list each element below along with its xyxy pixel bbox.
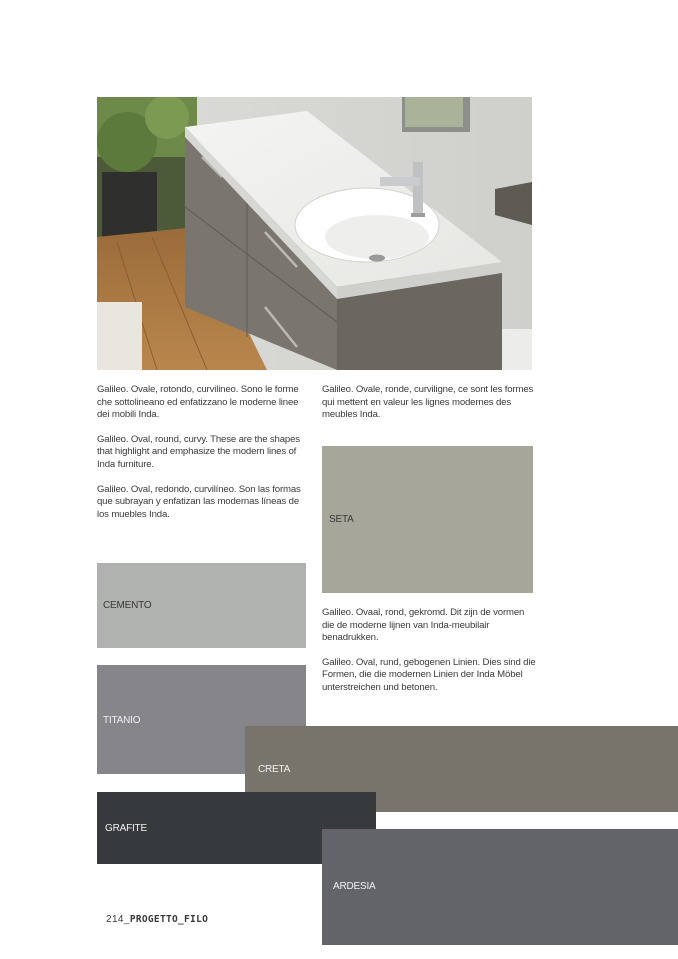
swatch-label-creta: CRETA (258, 764, 291, 775)
page-number: 214_ (106, 914, 130, 925)
swatch-label-cemento: CEMENTO (103, 600, 152, 611)
page-footer (106, 914, 208, 925)
text-right-column-bottom (322, 607, 536, 707)
text-italian: Galileo. Ovale, rotondo, curvilineo. Sono le forme che sottolineano ed enfatizzano le moderne linee dei mobili Inda. (97, 384, 299, 421)
text-german: Galileo. Oval, rund, gebogenen Linien. Dies sind die Formen, die die modernen Linien der Inda Möbel unterstreichen und betonen. (322, 656, 536, 693)
text-english: Galileo. Oval, round, curvy. These are the shapes that highlight and emphasize the modern lines of Inda furniture. (97, 433, 300, 470)
text-right-column-top (322, 384, 534, 434)
catalog-title: PROGETTO_FILO (129, 914, 209, 925)
swatch-label-grafite: GRAFITE (105, 823, 147, 834)
text-dutch: Galileo. Ovaal, rond, gekromd. Dit zijn de vormen die de moderne lijnen van Inda-meubilair benadrukken. (322, 607, 525, 644)
swatch-seta (322, 446, 533, 593)
swatch-label-ardesia: ARDESIA (333, 881, 376, 892)
text-spanish: Galileo. Oval, redondo, curvilíneo. Son las formas que subrayan y enfatizan las modernas líneas de los muebles Inda. (97, 483, 301, 520)
swatch-cemento (97, 563, 306, 648)
text-french: Galileo. Ovale, ronde, curviligne, ce sont les formes qui mettent en valeur les lignes modernes des meubles Inda. (322, 384, 534, 421)
text-left-column (97, 384, 309, 533)
swatch-label-seta: SETA (329, 514, 354, 525)
swatch-ardesia (322, 829, 678, 945)
product-photo (97, 97, 532, 370)
swatch-label-titanio: TITANIO (103, 715, 141, 726)
